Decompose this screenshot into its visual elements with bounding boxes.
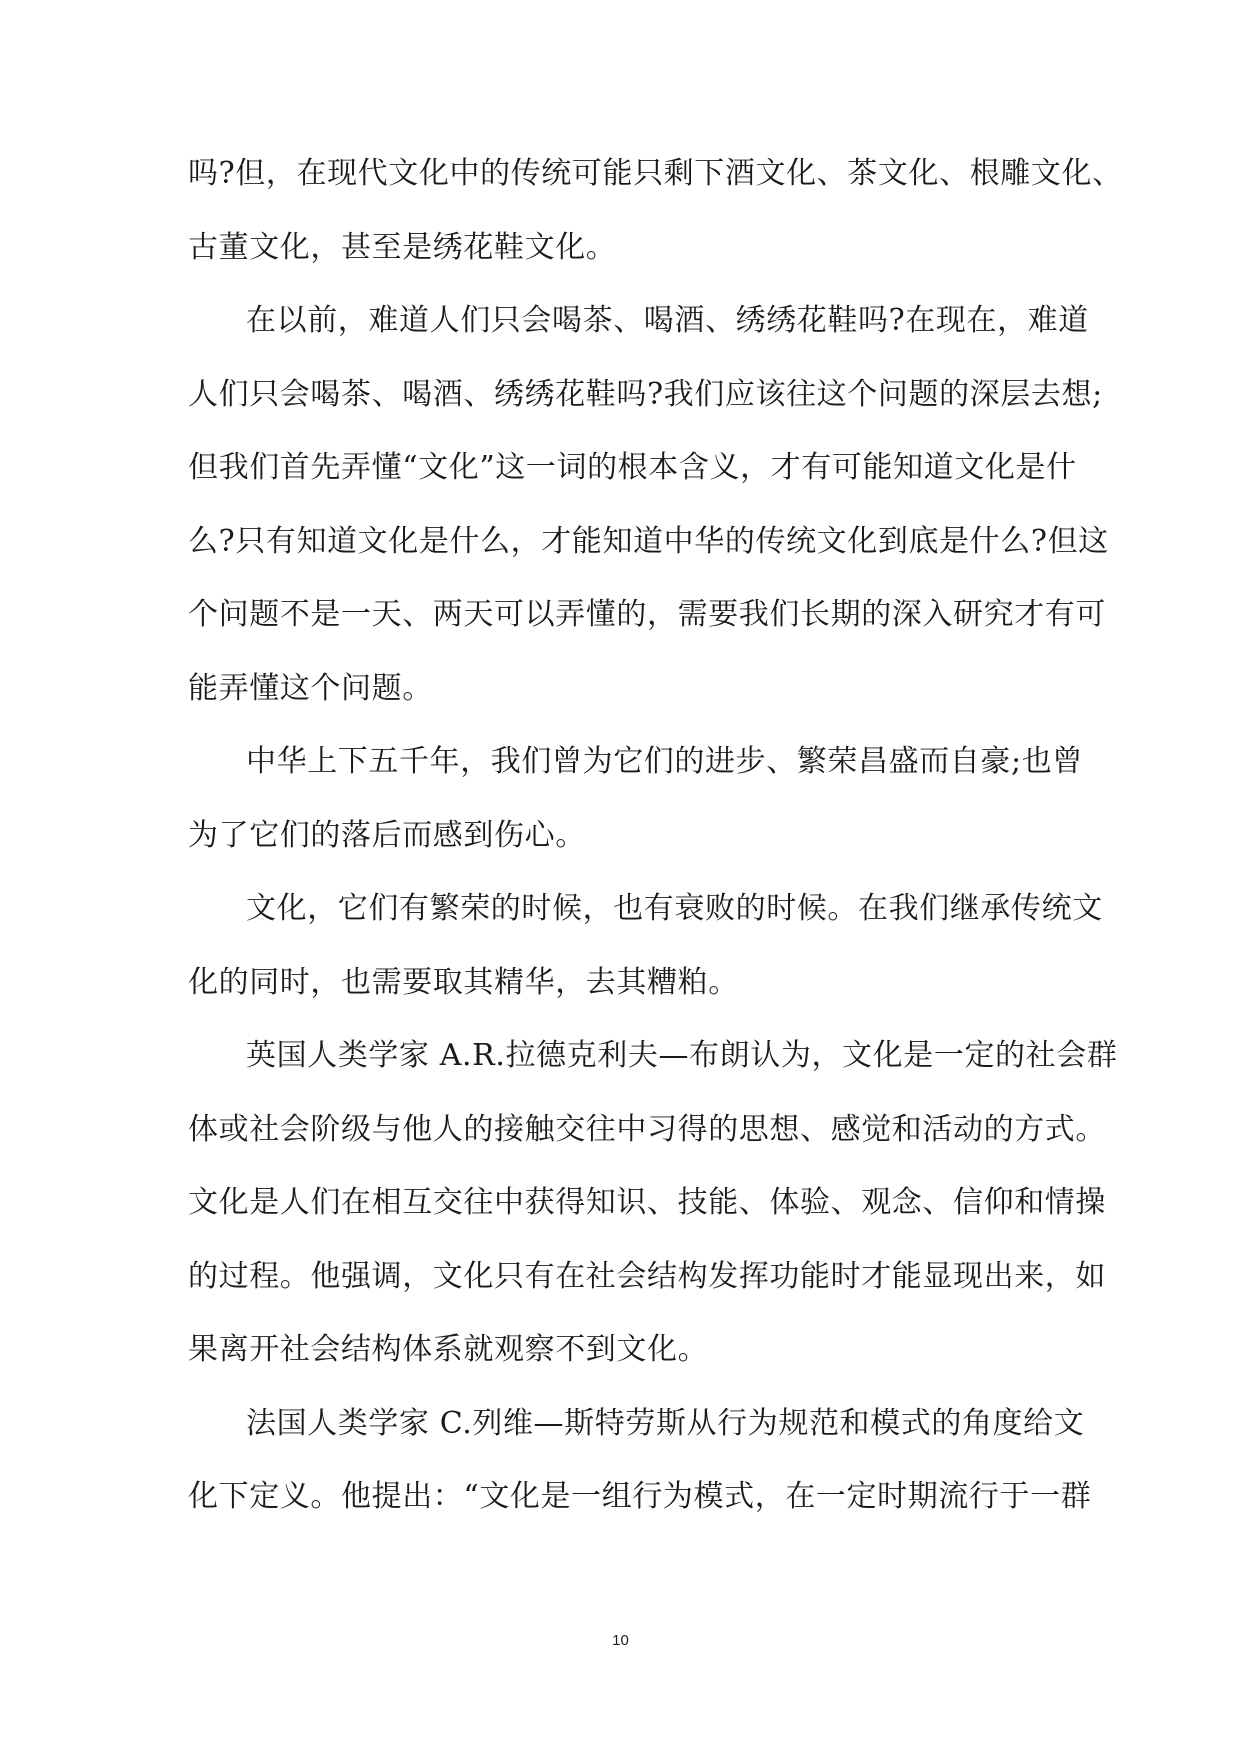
text-line: 法国人类学家 C.列维—斯特劳斯从行为规范和模式的角度给文 [246, 1405, 1085, 1441]
text-line: 中华上下五千年，我们曾为它们的进步、繁荣昌盛而自豪;也曾 [246, 744, 1083, 779]
text-line: 果离开社会结构体系就观察不到文化。 [188, 1332, 709, 1367]
text-line: 化的同时，也需要取其精华，去其糟粕。 [188, 964, 739, 1000]
text-line: 能弄懂这个问题。 [188, 670, 433, 706]
document-body [188, 137, 1123, 1534]
text-line: 吗?但，在现代文化中的传统可能只剩下酒文化、茶文化、根雕文化、 [188, 156, 1123, 191]
text-line: 文化是人们在相互交往中获得知识、技能、体验、观念、信仰和情操 [188, 1185, 1106, 1220]
text-line: 的过程。他强调，文化只有在社会结构发挥功能时才能显现出来，如 [188, 1258, 1106, 1294]
text-line: 么?只有知道文化是什么，才能知道中华的传统文化到底是什么?但这 [188, 523, 1109, 559]
text-line: 化下定义。他提出：“文化是一组行为模式，在一定时期流行于一群 [188, 1479, 1092, 1514]
text-line: 人们只会喝茶、喝酒、绣绣花鞋吗?我们应该往这个问题的深层去想; [188, 376, 1103, 412]
text-line: 古董文化，甚至是绣花鞋文化。 [188, 229, 617, 265]
text-line: 体或社会阶级与他人的接触交往中习得的思想、感觉和活动的方式。 [188, 1111, 1106, 1147]
text-line: 为了它们的落后而感到伤心。 [188, 817, 586, 853]
text-line: 英国人类学家 A.R.拉德克利夫—布朗认为，文化是一定的社会群 [246, 1038, 1118, 1073]
text-line: 个问题不是一天、两天可以弄懂的，需要我们长期的深入研究才有可 [188, 597, 1106, 632]
text-line: 文化，它们有繁荣的时候，也有衰败的时候。在我们继承传统文 [246, 891, 1103, 926]
page-number: 10 [612, 1632, 629, 1649]
text-line: 但我们首先弄懂“文化”这一词的根本含义，才有可能知道文化是什 [188, 450, 1077, 485]
text-line: 在以前，难道人们只会喝茶、喝酒、绣绣花鞋吗?在现在，难道 [246, 303, 1089, 338]
